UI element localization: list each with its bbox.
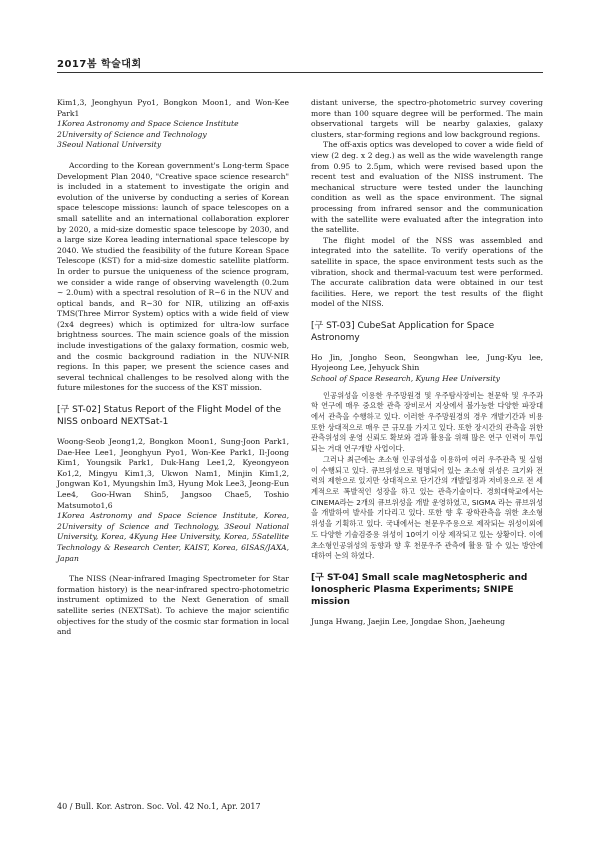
affiliation-2: 2University of Science and Technology [57, 129, 207, 139]
st02-authors: Woong-Seob Jeong1,2, Bongkon Moon1, Sung-Joon Park1, Dae-Hee Lee1, Jeonghyun Pyo1, Won-Kee Park1, Il-Joong Kim1, Youngsik Park1, Duk-Hang Lee1,2, Kyeongyeon Ko1,2, Mingyu Kim1,3, Ukwon Nam1, Minjin Kim1,2, Jongwan Ko1, Myungshin Im3, Hyung Mok Lee3, Jeong-Eun Lee4, Goo-Hwan Shin5, Jangsoo Chae5, Toshio Matsumoto1,6 [57, 437, 289, 510]
st03-affiliation: School of Space Research, Kyung Hee University [311, 374, 500, 384]
right-column [311, 98, 543, 628]
abstract-paragraph: According to the Korean government's Long-term Space Development Plan 2040, "Creative space science research" is included in a statement to investigate the origin and evolution of the universe by conducting a series of Korean space telescope missions: launch of space telescopes on a small satellite and an international collaboration explorer by 2020, a mid-size domestic space telescope by 2030, and a large size Korea leading international space telescope by 2040. We studied the feasibility of the future Korean Space Telescope (KST) for a mid-size domestic satellite platform. In order to pursue the uniqueness of the science program, we consider a wide range of observing wavelength (0.2um ~ 2.0um) with a spectral resolution of R~6 in the NUV and optical bands, and R~30 for NIR, utilizing an off-axis TMS(Three Mirror System) optics with a wide field of view (2x4 degrees) which is optimized for ultra-low surface brightness sources. The main science goals of the mission include investigations of the galaxy formation, cosmic web, and the cosmic background radiation in the NUV-NIR regions. In this paper, we present the science cases and several technical challenges to be resolved along with the future milestones for the success of the KST mission. [57, 160, 289, 393]
running-header: 2017봄 학술대회 [57, 59, 142, 70]
section-title-st02: [구 ST-02] Status Report of the Flight Model of the NISS onboard NEXTSat-1 [57, 405, 282, 428]
affiliation-1: 1Korea Astronomy and Space Science Institute [57, 119, 239, 129]
st02-paragraph-3: The flight model of the NSS was assembled and integrated into the satellite. To verify operations of the satellite in space, the space environment tests such as the vibration, shock and thermal-vacuum test were performed. The accurate calibration data were obtained in our test facilities. Here, we report the test results of the flight model of the NISS. [311, 235, 543, 309]
section-title-st03: [구 ST-03] CubeSat Application for Space Astronomy [311, 320, 495, 343]
affiliation-3: 3Seoul National University [57, 140, 162, 150]
st02-affiliations: 1Korea Astronomy and Space Science Institute, Korea, 2University of Science and Technology, 3Seoul National University, Korea, 4Kyung Hee University, Korea, 5Satellite Technology & Research Center, KAIST, Korea, 6ISAS/JAXA, Japan [57, 511, 289, 563]
st04-authors: Junga Hwang, Jaejin Lee, Jongdae Shon, Jaeheung [311, 616, 506, 626]
page-footer: 40 / Bull. Kor. Astron. Soc. Vol. 42 No.1, Apr. 2017 [57, 802, 261, 811]
st03-paragraph-1: 인공위성을 이용한 우주망원경 및 우주탐사장비는 천문학 및 우주과학 연구에 매우 중요한 관측 장비로서 지상에서 볼가능한 다양한 파장대에서 관측을 수행하고 있다. 이러한 우주망원경의 경우 개발기간과 비용 또한 상대적으로 매우 큰 규모를 가지고 있다. 또한 장시간의 관측을 위한 관측위성의 운영 신뢰도 확보와 결과 활용을 위해 많은 연구 인력이 투입되는 거대 연구개발 사업이다. [311, 390, 543, 454]
st03-authors: Ho Jin, Jongho Seon, Seongwhan lee, Jung-Kyu lee, Hyojeong Lee, Jehyuck Shin [311, 352, 543, 373]
left-column [57, 98, 289, 638]
st02-paragraph-1: The NISS (Near-infrared Imaging Spectrometer for Star formation history) is the near-infrared spectro-photometric instrument optimized to the Next Generation of small satellite series (NEXTSat). To achieve the major scientific objectives for the study of the cosmic star formation in local and [57, 574, 290, 637]
st02-paragraph-2: The off-axis optics was developed to cover a wide field of view (2 deg. x 2 deg.) as well as the wide wavelength range from 0.95 to 2.5μm, which were revised based upon the recent test and evaluation of the NISS instrument. The mechanical structure were tested under the launching condition as well as the space environment. The signal processing from infrared sensor and the communication with the satellite were evaluated after the integration into the satellite. [311, 140, 543, 235]
header-rule [57, 72, 543, 73]
section-title-st04: [구 ST-04] Small scale magNetospheric and Ionospheric Plasma Experiments; SNIPE mission [311, 572, 528, 607]
authors-continued: Kim1,3, Jeonghyun Pyo1, Bongkon Moon1, and Won-Kee Park1 [57, 98, 289, 118]
st02-paragraph-1-continued: distant universe, the spectro-photometric survey covering more than 100 square degree will be performed. The main observational targets will be nearby galaxies, galaxy clusters, star-forming regions and low background regions. [311, 98, 543, 139]
st03-paragraph-2: 그러나 최근에는 초소형 인공위성을 이용하여 여러 우주관측 및 실험이 수행되고 있다. 큐브위성으로 명명되어 있는 초소형 위성은 크기와 전력의 제한으로 있지만 상대적으로 단기간의 개발일정과 저비용으로 전 세계적으로 폭발적인 성장을 하고 있는 관측기술이다. 경희대학교에서는 CINEMA라는 2개의 큐브위성을 개발 운영하였고, SIGMA 라는 큐브위성을 개발하여 발사를 기다리고 있다. 또한 향 후 광학관측을 위한 초소형 위성을 기획하고 있다. 국내에서는 천문우주용으로 제작되는 위성이외에도 다양한 기술검증용 위성이 10여기 이상 제작되고 있는 상황이다. 이에 초소형인공위성의 동향과 향 후 천문우주 관측에 활용 할 수 있는 방안에 대하여 논의 하였다. [311, 454, 543, 561]
